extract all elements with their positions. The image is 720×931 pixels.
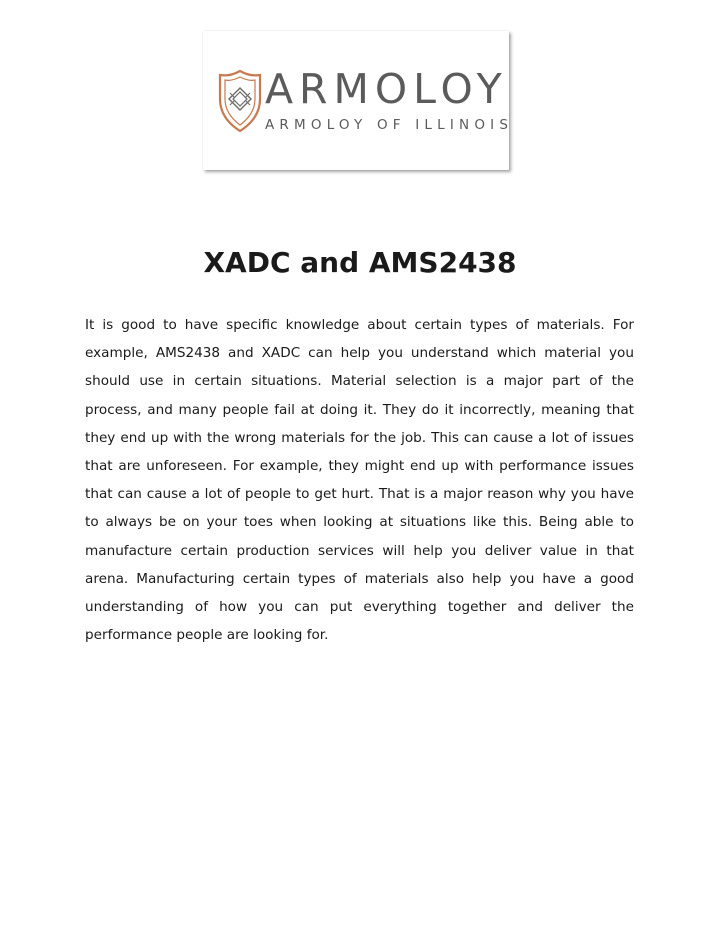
logo-wordmark: ARMOLOY <box>265 65 508 113</box>
shield-emblem-icon <box>217 69 263 133</box>
logo-subtitle: ARMOLOY OF ILLINOIS <box>265 117 514 133</box>
body-paragraph: It is good to have specific knowledge about certain types of materials. For example, AMS2438 and XADC can help you understand which material you should use in certain situations. Material selection is a major part of the process, and many people fail at doing it. They do it incorrectly, meaning that they end up with the wrong materials for the job. This can cause a lot of issues that are unforeseen. For example, they might end up with performance issues that can cause a lot of people to get hurt. That is a major reason why you have to always be on your toes when looking at situations like this. Being able to manufacture certain production services will help you deliver value in that arena. Manufacturing certain types of materials also help you have a good understanding of how you can put everything together and deliver the performance people are looking for. <box>85 317 634 644</box>
logo-card <box>203 31 514 170</box>
page-title: XADC and AMS2438 <box>203 246 517 279</box>
